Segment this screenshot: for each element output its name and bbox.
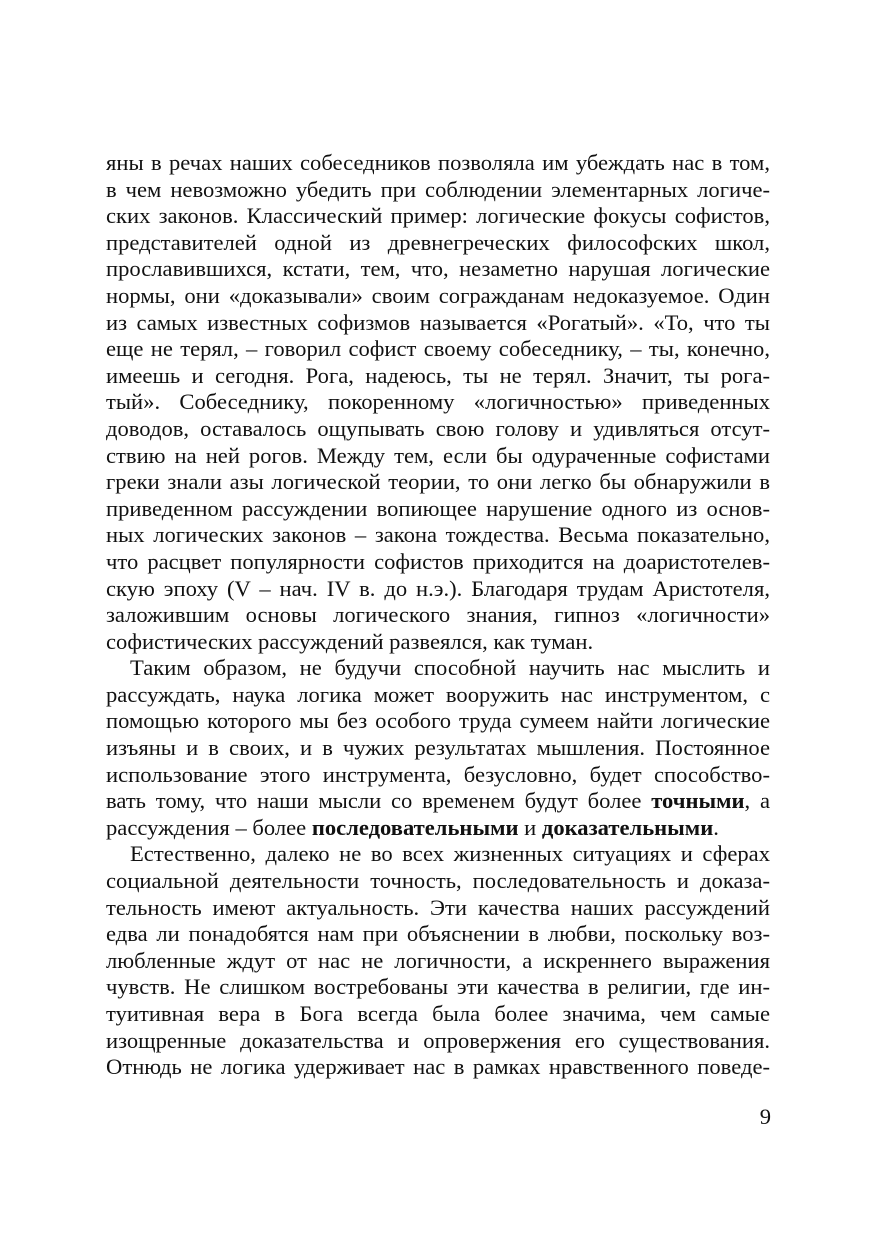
text-line: Естественно, далеко не во всех жизненных ситуациях и сферах	[130, 841, 770, 867]
text-line: нормы, они «доказывали» своим согражданам недоказуемое. Один	[106, 282, 770, 308]
text-line	[106, 788, 770, 815]
text-line: тый». Собеседнику, покоренному «логичностью» приведенных	[106, 389, 770, 415]
text-line: из самых известных софизмов называется «Рогатый». «То, что ты	[106, 309, 770, 335]
text-line: использование этого инструмента, безусловно, будет способство-	[106, 761, 770, 787]
paragraph-1	[106, 150, 770, 655]
text-line: софистических рассуждений развеялся, как туман.	[106, 628, 594, 654]
text-line: имеешь и сегодня. Рога, надеюсь, ты не терял. Значит, ты рога-	[106, 362, 770, 388]
text-line: представителей одной из древнегреческих философских школ,	[106, 229, 770, 255]
text-line: Отнюдь не логика удерживает нас в рамках нравственного поведе-	[106, 1054, 770, 1080]
paragraph-3	[106, 841, 770, 1080]
text-line: приведенном рассуждении вопиющее нарушение одного из основ-	[106, 495, 770, 521]
text-run: .	[713, 814, 719, 840]
text-line: любленные ждут от нас не логичности, а искреннего выражения	[106, 947, 770, 973]
paragraph-2	[106, 655, 770, 841]
text-line: туитивная вера в Бога всегда была более значима, чем самые	[106, 1001, 770, 1026]
text-line: рассуждать, наука логика может вооружить нас инструментом, с	[106, 681, 770, 707]
text-run: , а	[744, 788, 771, 814]
text-line: прославившихся, кстати, тем, что, незаметно нарушая логические	[106, 256, 770, 282]
text-line: яны в речах наших собеседников позволяла им убеждать нас в том,	[106, 150, 770, 175]
text-run: вать тому, что наши мысли со временем будут более	[106, 788, 652, 814]
text-line: едва ли понадобятся нам при объяснении в любви, поскольку воз-	[106, 921, 770, 947]
bold-term-consistent: последовательными	[311, 814, 519, 840]
text-line: тельность имеют актуальность. Эти качества наших рассуждений	[106, 894, 770, 920]
text-run: рассуждения – более	[106, 814, 312, 840]
text-line: что расцвет популярности софистов приходится на доаристотелев-	[106, 548, 770, 574]
text-line: еще не терял, – говорил софист своему собеседнику, – ты, конечно,	[106, 336, 770, 362]
text-line: изощренные доказательства и опровержения его существования.	[106, 1027, 770, 1053]
text-line: заложившим основы логического знания, гипноз «логичности»	[106, 602, 770, 628]
text-line: греки знали азы логической теории, то они легко бы обнаружили в	[106, 469, 770, 495]
text-line	[106, 815, 770, 842]
text-line: ствию на ней рогов. Между тем, если бы одураченные софистами	[106, 442, 770, 468]
text-line: помощью которого мы без особого труда сумеем найти логические	[106, 708, 770, 734]
text-run: и	[518, 814, 542, 840]
bold-term-exact: точными	[651, 788, 745, 814]
page-body	[106, 150, 770, 1081]
text-line: ных логических законов – закона тождества. Весьма показательно,	[106, 522, 770, 548]
text-line: изъяны и в своих, и в чужих результатах мышления. Постоянное	[106, 735, 770, 761]
bold-term-evidential: доказательными	[541, 814, 714, 840]
text-line: чувств. Не слишком востребованы эти качества в религии, где ин-	[106, 974, 770, 1000]
text-line: ских законов. Классический пример: логические фокусы софистов,	[106, 203, 770, 229]
page-number: 9	[759, 1104, 771, 1129]
text-line: скую эпоху (V – нач. IV в. до н.э.). Благодаря трудам Аристотеля,	[106, 575, 770, 601]
text-line: доводов, оставалось ощупывать свою голову и удивляться отсут-	[106, 415, 770, 441]
text-line: Таким образом, не будучи способной научить нас мыслить и	[130, 655, 770, 681]
text-line: в чем невозможно убедить при соблюдении элементарных логиче-	[106, 176, 770, 202]
text-line: социальной деятельности точность, последовательность и доказа-	[106, 868, 770, 894]
